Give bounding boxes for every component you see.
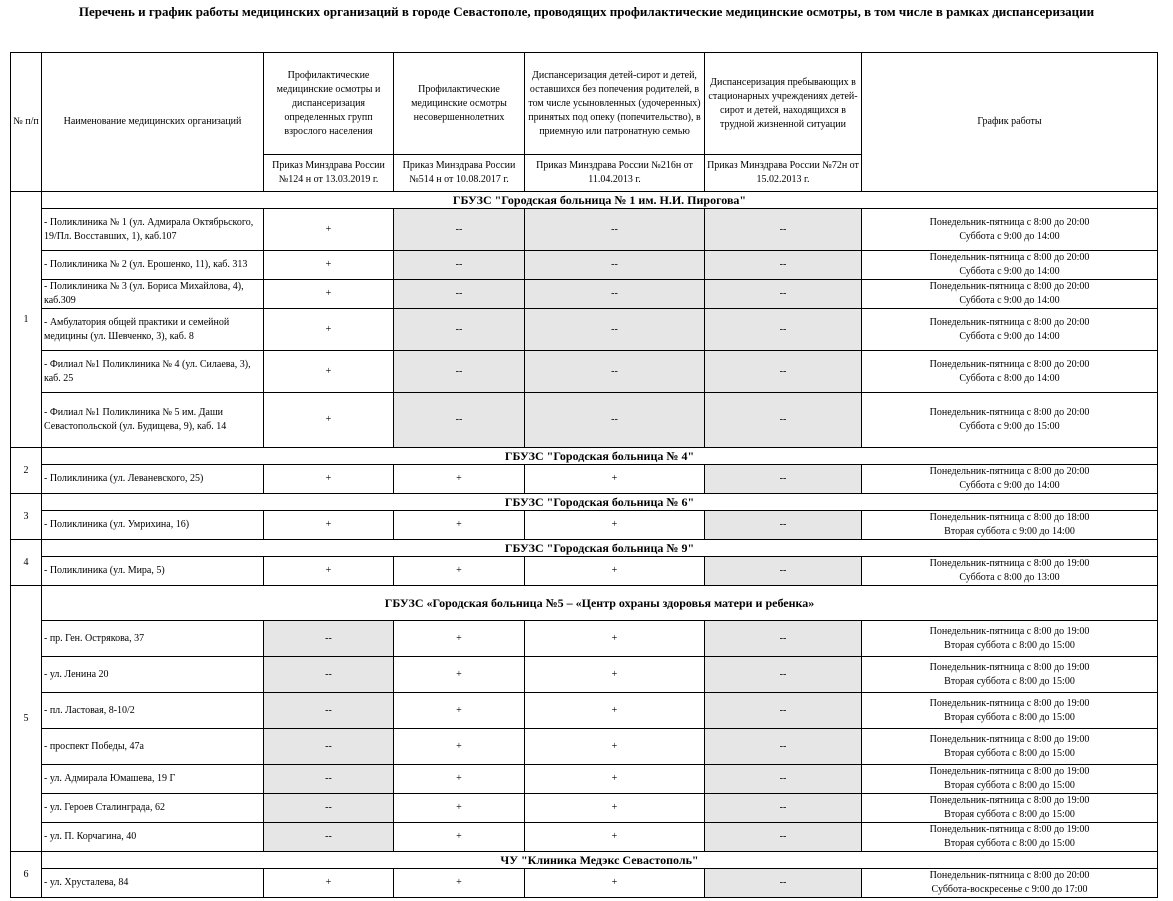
service-mark: -- [264,621,394,657]
organization-name: ГБУЗС "Городская больница № 6" [42,494,1158,511]
facility-name: - Филиал №1 Поликлиника № 4 (ул. Силаева, 3), каб. 25 [42,351,264,393]
table-row [11,465,1158,494]
service-mark: -- [705,511,862,540]
order-514n: Приказ Минздрава России №514 н от 10.08.2017 г. [394,155,525,192]
schedule-weekdays: Понедельник-пятница с 8:00 до 19:00 [929,824,1090,835]
schedule-weekend: Вторая суббота с 8:00 до 15:00 [944,675,1075,687]
organization-name: ГБУЗС «Городская больница №5 – «Центр охраны здоровья матери и ребенка» [42,586,1158,621]
service-mark: -- [705,729,862,765]
service-mark: + [525,465,705,494]
service-mark: -- [705,794,862,823]
facility-name: - Амбулатория общей практики и семейной медицины (ул. Шевченко, 3), каб. 8 [42,309,264,351]
row-number: 2 [11,448,42,494]
organization-name: ГБУЗС "Городская больница № 1 им. Н.И. Пирогова" [42,192,1158,209]
service-mark: -- [525,351,705,393]
service-mark: -- [264,765,394,794]
schedule-cell [862,209,1158,251]
organization-name: ГБУЗС "Городская больница № 4" [42,448,1158,465]
schedule-weekdays: Понедельник-пятница с 8:00 до 20:00 [929,358,1090,370]
schedule-weekend: Суббота с 9:00 до 14:00 [959,295,1060,306]
facility-name: - ул. Хрусталева, 84 [42,869,264,898]
facility-name: - пр. Ген. Острякова, 37 [42,621,264,657]
service-mark: + [264,869,394,898]
row-number: 6 [11,852,42,898]
schedule-cell [862,309,1158,351]
service-mark: + [525,557,705,586]
page-title: Перечень и график работы медицинских организаций в городе Севастополе, проводящих профилактические медицинские осмотры, в том числе в рамках диспансеризации [78,4,1095,19]
row-number: 4 [11,540,42,586]
schedule-cell [862,511,1158,540]
service-mark: + [525,621,705,657]
service-mark: -- [525,309,705,351]
facility-name: - Поликлиника (ул. Умрихина, 16) [42,511,264,540]
service-mark: + [525,765,705,794]
service-mark: + [394,869,525,898]
facility-name: - проспект Победы, 47а [42,729,264,765]
service-mark: -- [705,280,862,309]
service-mark: -- [525,251,705,280]
order-124n: Приказ Минздрава России №124 н от 13.03.2019 г. [264,155,394,192]
table-row [11,869,1158,898]
organization-name: ЧУ "Клиника Медэкс Севастополь" [42,852,1158,869]
service-mark: -- [705,251,862,280]
service-mark: + [264,465,394,494]
service-mark: + [394,823,525,852]
schedule-cell [862,823,1158,852]
schedule-weekend: Вторая суббота с 8:00 до 15:00 [944,747,1075,759]
table-row [11,309,1158,351]
table-row [11,794,1158,823]
schedule-weekend: Вторая суббота с 8:00 до 15:00 [944,809,1075,820]
schedule-weekdays: Понедельник-пятница с 8:00 до 19:00 [929,661,1090,673]
service-mark: + [394,765,525,794]
service-mark: -- [705,823,862,852]
service-mark: + [394,557,525,586]
service-mark: -- [705,657,862,693]
schedule-cell [862,765,1158,794]
schedule-table [10,52,1158,898]
service-mark: + [525,794,705,823]
table-row [11,729,1158,765]
schedule-weekend: Вторая суббота с 9:00 до 14:00 [944,526,1075,537]
schedule-weekend: Вторая суббота с 8:00 до 15:00 [944,838,1075,849]
service-mark: + [264,209,394,251]
table-row [11,823,1158,852]
schedule-cell [862,280,1158,309]
header-adult-exams: Профилактические медицинские осмотры и диспансеризация определенных групп взрослого населения [264,53,394,155]
order-216n: Приказ Минздрава России №216н от 11.04.2013 г. [525,155,705,192]
service-mark: + [525,511,705,540]
service-mark: -- [264,823,394,852]
schedule-cell [862,794,1158,823]
table-row [11,251,1158,280]
service-mark: + [264,393,394,448]
service-mark: -- [394,393,525,448]
service-mark: + [264,309,394,351]
service-mark: + [264,280,394,309]
service-mark: + [394,511,525,540]
service-mark: -- [705,765,862,794]
service-mark: -- [264,794,394,823]
service-mark: -- [525,280,705,309]
table-row [11,351,1158,393]
table-row [11,557,1158,586]
schedule-weekend: Суббота с 9:00 до 14:00 [959,480,1060,491]
schedule-weekdays: Понедельник-пятница с 8:00 до 20:00 [929,870,1090,881]
schedule-weekdays: Понедельник-пятница с 8:00 до 20:00 [929,316,1090,328]
schedule-weekdays: Понедельник-пятница с 8:00 до 20:00 [929,216,1090,228]
facility-name: - ул. П. Корчагина, 40 [42,823,264,852]
service-mark: + [525,729,705,765]
service-mark: -- [264,693,394,729]
service-mark: -- [525,209,705,251]
schedule-cell [862,465,1158,494]
service-mark: -- [394,351,525,393]
schedule-cell [862,657,1158,693]
header-institution-orphans: Диспансеризация пребывающих в стационарных учреждениях детей-сирот и детей, находящихся в трудной жизненной ситуации [705,53,862,155]
schedule-weekdays: Понедельник-пятница с 8:00 до 18:00 [929,512,1090,523]
org-header-row [11,192,1158,209]
organization-name: ГБУЗС "Городская больница № 9" [42,540,1158,557]
schedule-cell [862,693,1158,729]
schedule-cell [862,557,1158,586]
schedule-weekdays: Понедельник-пятница с 8:00 до 20:00 [929,466,1090,477]
schedule-weekdays: Понедельник-пятница с 8:00 до 19:00 [929,766,1090,777]
service-mark: + [525,823,705,852]
header-num: № п/п [11,53,42,192]
service-mark: -- [705,869,862,898]
service-mark: + [264,557,394,586]
table-row [11,621,1158,657]
table-row [11,280,1158,309]
schedule-cell [862,351,1158,393]
service-mark: + [264,251,394,280]
service-mark: -- [264,657,394,693]
row-number: 5 [11,586,42,852]
schedule-weekend: Суббота с 9:00 до 14:00 [959,330,1060,342]
org-header-row [11,586,1158,621]
schedule-weekend: Суббота с 9:00 до 14:00 [959,266,1060,277]
schedule-cell [862,621,1158,657]
service-mark: + [394,465,525,494]
schedule-weekend: Суббота с 9:00 до 14:00 [959,230,1060,242]
service-mark: + [264,351,394,393]
service-mark: -- [705,209,862,251]
table-row [11,657,1158,693]
service-mark: -- [705,557,862,586]
header-name: Наименование медицинских организаций [42,53,264,192]
schedule-weekend: Суббота с 9:00 до 15:00 [959,421,1060,432]
facility-name: - ул. Ленина 20 [42,657,264,693]
facility-name: - Поликлиника (ул. Леваневского, 25) [42,465,264,494]
service-mark: -- [705,309,862,351]
service-mark: -- [394,209,525,251]
table-row [11,393,1158,448]
header-schedule: График работы [862,53,1158,192]
table-row [11,209,1158,251]
service-mark: + [525,869,705,898]
service-mark: + [525,693,705,729]
service-mark: -- [705,693,862,729]
service-mark: -- [705,393,862,448]
schedule-weekend: Вторая суббота с 8:00 до 15:00 [944,711,1075,723]
service-mark: + [394,621,525,657]
schedule-cell [862,393,1158,448]
service-mark: -- [394,309,525,351]
org-header-row [11,540,1158,557]
schedule-cell [862,869,1158,898]
schedule-weekdays: Понедельник-пятница с 8:00 до 19:00 [929,625,1090,637]
schedule-weekdays: Понедельник-пятница с 8:00 до 19:00 [929,795,1090,806]
service-mark: + [394,794,525,823]
header-orphan-exams: Диспансеризация детей-сирот и детей, оставшихся без попечения родителей, в том числе усыновленных (удочеренных) принятых под опеку (попечительство), в приемную или патронатную семью [525,53,705,155]
facility-name: - ул. Героев Сталинграда, 62 [42,794,264,823]
schedule-weekend: Вторая суббота с 8:00 до 15:00 [944,780,1075,791]
service-mark: -- [705,621,862,657]
schedule-weekend: Суббота с 8:00 до 13:00 [959,572,1060,583]
service-mark: -- [705,351,862,393]
table-row [11,765,1158,794]
schedule-weekend: Вторая суббота с 8:00 до 15:00 [944,639,1075,651]
order-72n: Приказ Минздрава России №72н от 15.02.2013 г. [705,155,862,192]
service-mark: + [264,511,394,540]
service-mark: + [394,657,525,693]
facility-name: - Поликлиника № 3 (ул. Бориса Михайлова, 4), каб.309 [42,280,264,309]
org-header-row [11,852,1158,869]
schedule-weekend: Суббота с 8:00 до 14:00 [959,372,1060,384]
table-row [11,511,1158,540]
service-mark: -- [705,465,862,494]
schedule-cell [862,251,1158,280]
schedule-weekdays: Понедельник-пятница с 8:00 до 20:00 [929,252,1090,263]
schedule-weekdays: Понедельник-пятница с 8:00 до 20:00 [929,281,1090,292]
service-mark: -- [394,280,525,309]
facility-name: - Поликлиника № 1 (ул. Адмирала Октябрьского, 19/Пл. Восставших, 1), каб.107 [42,209,264,251]
service-mark: -- [394,251,525,280]
service-mark: -- [525,393,705,448]
schedule-weekdays: Понедельник-пятница с 8:00 до 19:00 [929,733,1090,745]
facility-name: - пл. Ластовая, 8-10/2 [42,693,264,729]
row-number: 1 [11,192,42,448]
service-mark: + [394,693,525,729]
service-mark: -- [264,729,394,765]
header-minor-exams: Профилактические медицинские осмотры несовершеннолетних [394,53,525,155]
facility-name: - Поликлиника № 2 (ул. Ерошенко, 11), каб. 313 [42,251,264,280]
schedule-weekend: Суббота-воскресенье с 9:00 до 17:00 [931,884,1088,895]
schedule-weekdays: Понедельник-пятница с 8:00 до 19:00 [929,697,1090,709]
facility-name: - Поликлиника (ул. Мира, 5) [42,557,264,586]
facility-name: - Филиал №1 Поликлиника № 5 им. Даши Севастопольской (ул. Будищева, 9), каб. 14 [42,393,264,448]
org-header-row [11,448,1158,465]
table-row [11,693,1158,729]
schedule-weekdays: Понедельник-пятница с 8:00 до 20:00 [929,407,1090,418]
schedule-weekdays: Понедельник-пятница с 8:00 до 19:00 [929,558,1090,569]
org-header-row [11,494,1158,511]
row-number: 3 [11,494,42,540]
schedule-cell [862,729,1158,765]
service-mark: + [525,657,705,693]
facility-name: - ул. Адмирала Юмашева, 19 Г [42,765,264,794]
service-mark: + [394,729,525,765]
